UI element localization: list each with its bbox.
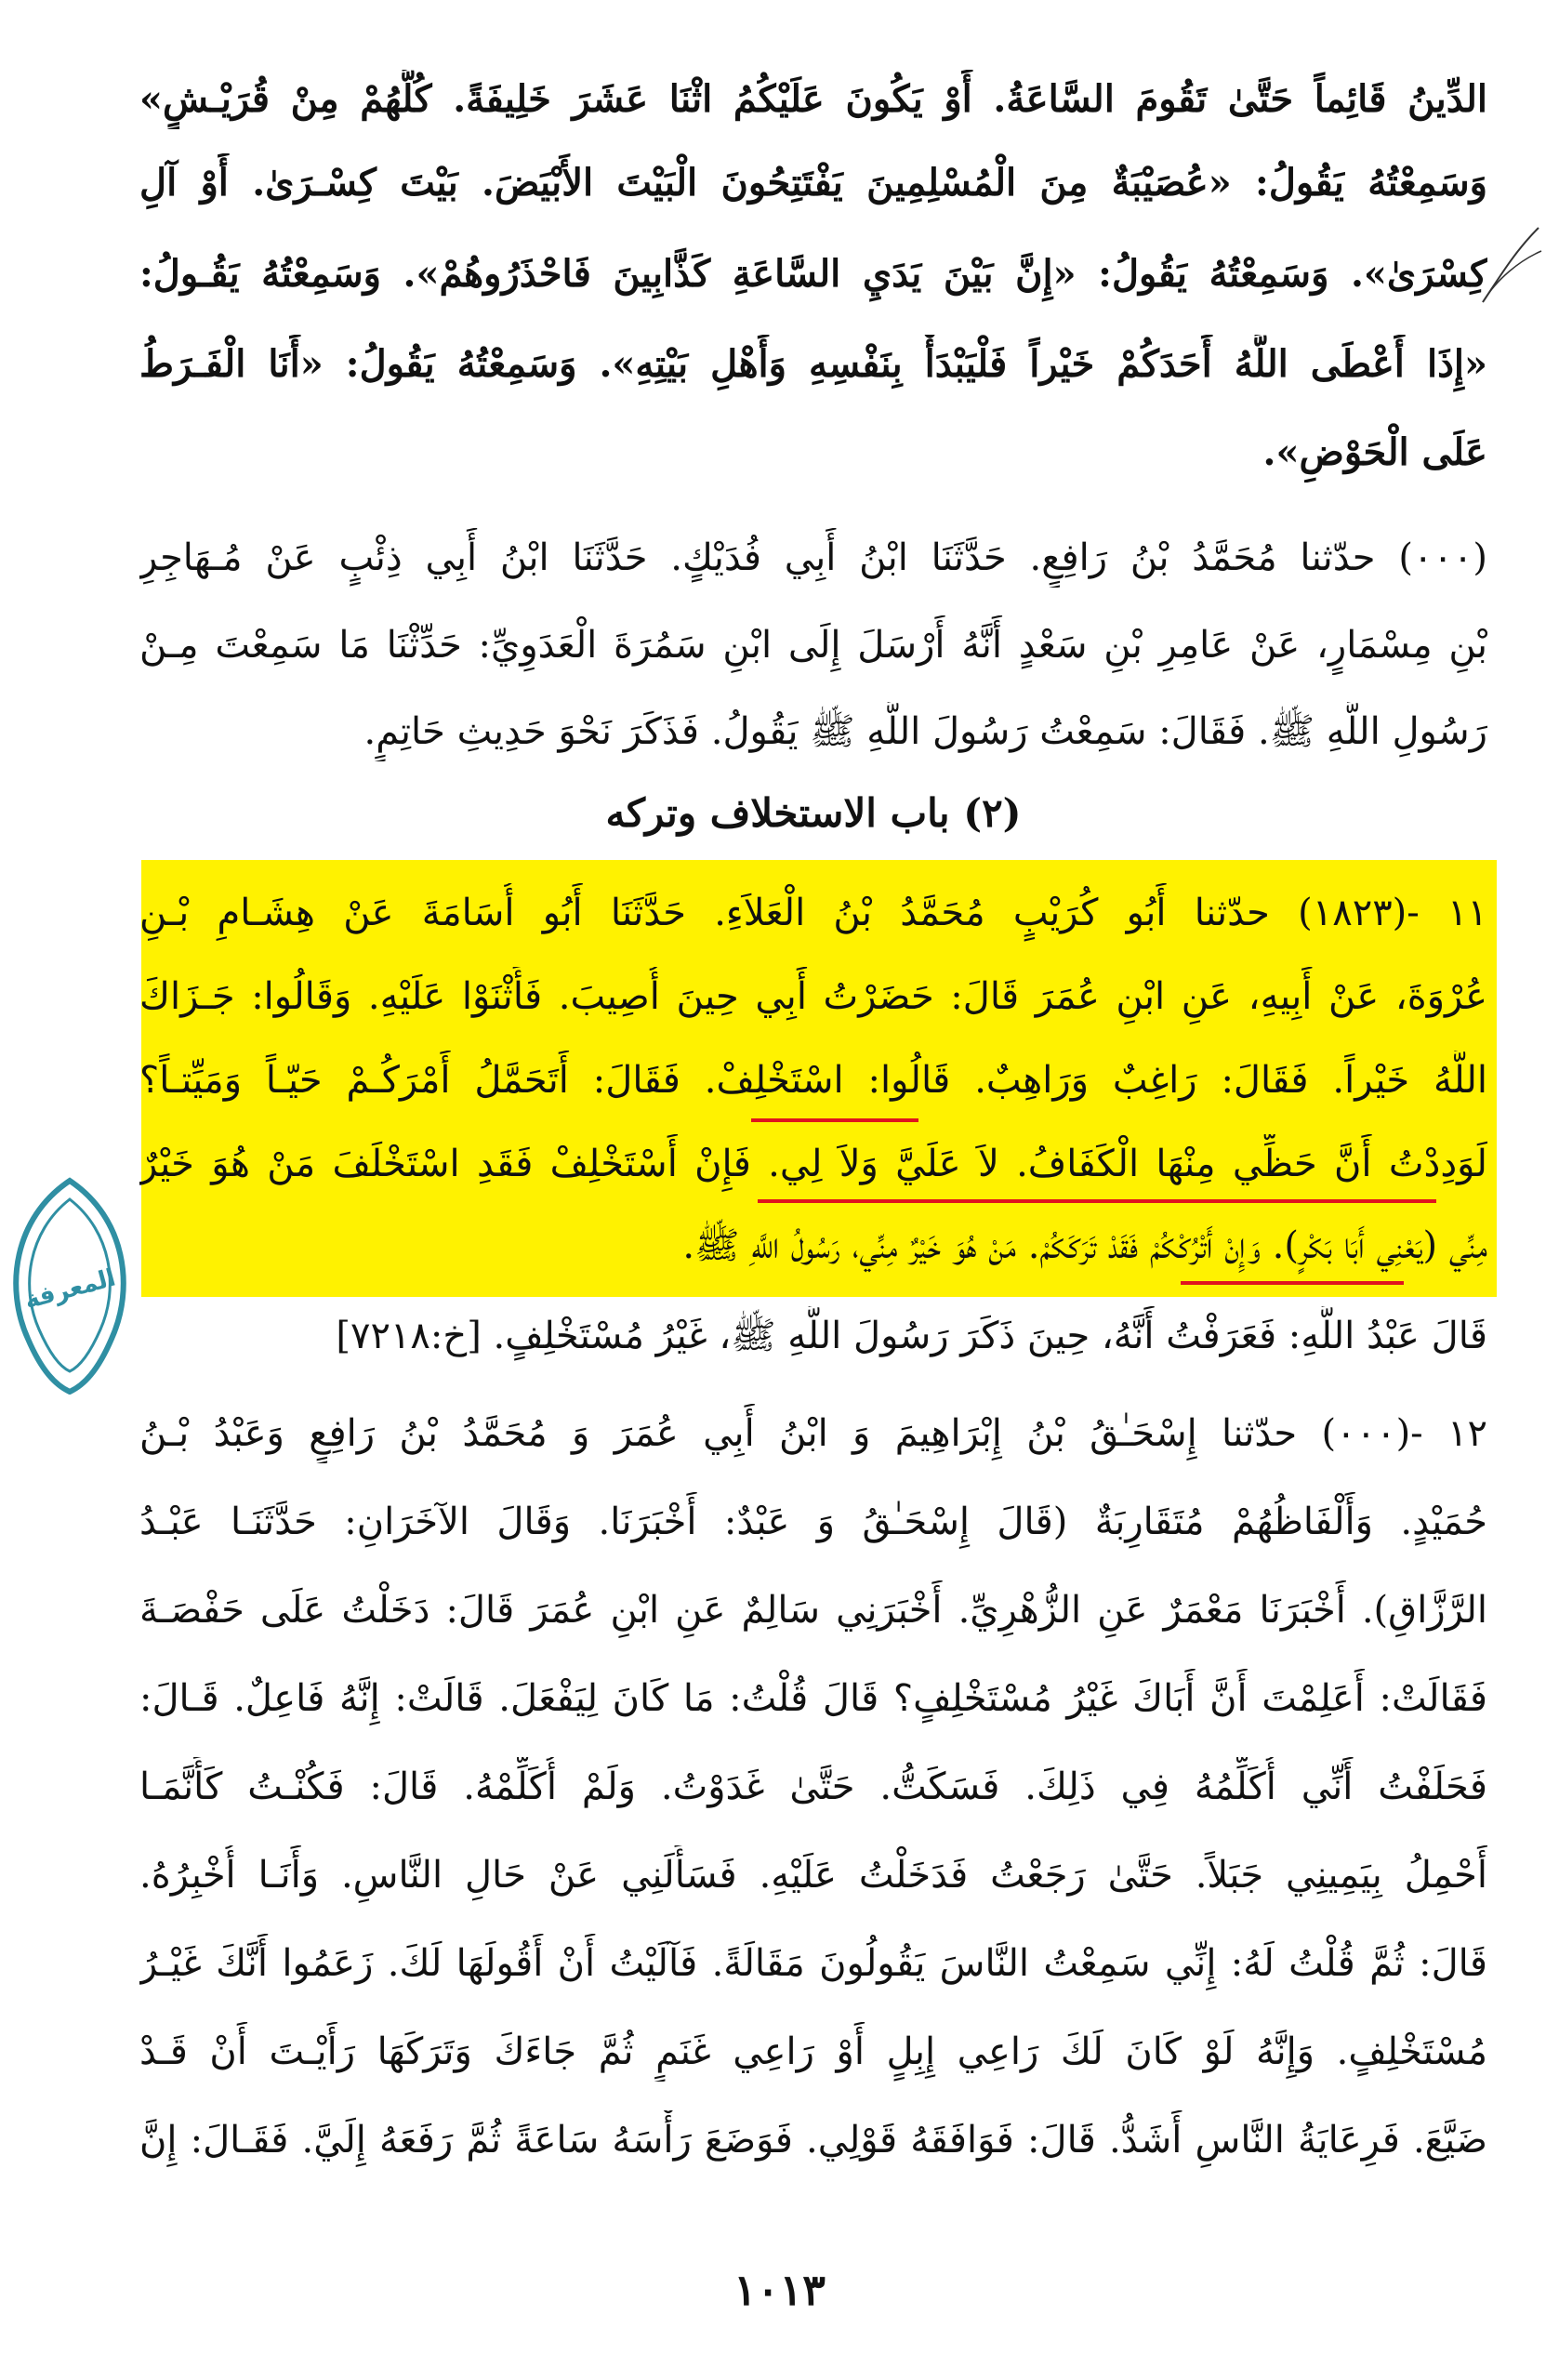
- red-underline: [1181, 1281, 1404, 1285]
- text-line: كِسْرَىٰ». وَسَمِعْتُهُ يَقُولُ: «إِنَّ بَيْنَ يَدَيِ السَّاعَةِ كَذَّابِينَ فَاحْذَرُوهُمْ». وَسَمِعْتُهُ يَقُـولُ:: [139, 252, 1487, 296]
- text-line: عَلَى الْحَوْضِ».: [1262, 430, 1487, 474]
- text-line: فَقَالَتْ: أَعَلِمْتَ أَنَّ أَبَاكَ غَيْرُ مُسْتَخْلِفٍ؟ قَالَ قُلْتُ: مَا كَانَ لِيَفْعَلَ. قَالَتْ: إِنَّهُ فَاعِلٌ. قَـالَ:: [139, 1677, 1487, 1720]
- text-line: أَحْمِلُ بِيَمِينِي جَبَلاً. حَتَّىٰ رَجَعْتُ فَدَخَلْتُ عَلَيْهِ. فَسَأَلَنِي عَنْ حَالِ النَّاسِ. وَأَنَـا أُخْبِرُهُ.: [139, 1854, 1487, 1897]
- text-line: رَسُولِ اللَّهِ ﷺ. فَقَالَ: سَمِعْتُ رَسُولَ اللَّهِ ﷺ يَقُولُ. فَذَكَرَ نَحْوَ حَدِيثِ حَاتِمٍ.: [363, 710, 1487, 753]
- text-line: حُمَيْدٍ. وَأَلْفَاظُهُمْ مُتَقَارِبَةٌ (قَالَ إِسْحَـٰقُ وَ عَبْدٌ: أَخْبَرَنَا. وَقَالَ الآخَرَانِ: حَدَّثَنَـا عَبْـدُ: [139, 1501, 1487, 1543]
- text-line: مُسْتَخْلِفٍ. وَإِنَّهُ لَوْ كَانَ لَكَ رَاعِي إِبِلٍ أَوْ رَاعِي غَنَمٍ ثُمَّ جَاءَكَ وَتَرَكَهَا رَأَيْـتَ أَنْ قَـدْ: [139, 2030, 1487, 2073]
- hadith-line: لَوَدِدْتُ أَنَّ حَظِّي مِنْهَا الْكَفَافُ. لاَ عَلَيَّ وَلاَ لِي. فَإِنْ أَسْتَخْلِفْ فَقَدِ اسْتَخْلَفَ مَنْ هُوَ خَيْرٌ: [139, 1143, 1487, 1185]
- chapter-heading: (٢) باب الاستخلاف وتركه: [605, 790, 1022, 836]
- red-underline: [758, 1199, 1436, 1203]
- hadith-line: ١١ -(١٨٢٣) حدّثنا أَبُو كُرَيْبٍ مُحَمَّدُ بْنُ الْعَلاَءِ. حَدَّثَنَا أَبُو أُسَامَةَ عَنْ هِشَـامِ بْـنِ: [139, 892, 1487, 934]
- text-line: ضَيَّعَ. فَرِعَايَةُ النَّاسِ أَشَدُّ. قَالَ: فَوَافَقَهُ قَوْلِي. فَوَضَعَ رَأْسَهُ سَاعَةً ثُمَّ رَفَعَهُ إِلَيَّ. فَقَـالَ: إِنَّ: [139, 2119, 1487, 2162]
- text-line: بْنِ مِسْمَارٍ، عَنْ عَامِرِ بْنِ سَعْدٍ أَنَّهُ أَرْسَلَ إِلَى ابْنِ سَمُرَةَ الْعَدَوِيِّ: حَدِّثْنَا مَا سَمِعْتَ مِـنْ: [139, 624, 1487, 667]
- text-line: قَالَ عَبْدُ اللَّهِ: فَعَرَفْتُ أَنَّهُ، حِينَ ذَكَرَ رَسُولَ اللَّهِ ﷺ، غَيْرُ مُسْتَخْلِفٍ. [خ:٧٢١٨]: [336, 1315, 1487, 1357]
- text-line: ١٢ -(٠٠٠) حدّثنا إِسْحَـٰقُ بْنُ إِبْرَاهِيمَ وَ ابْنُ أَبِي عُمَرَ وَ مُحَمَّدُ بْنُ رَافِعٍ وَعَبْدُ بْـنُ: [139, 1412, 1487, 1455]
- hadith-line: اللَّهُ خَيْراً. فَقَالَ: رَاغِبٌ وَرَاهِبٌ. قَالُوا: اسْتَخْلِفْ. فَقَالَ: أَتَحَمَّلُ أَمْرَكُـمْ حَيّـاً وَمَيِّتـاً؟: [139, 1059, 1487, 1102]
- text-line: قَالَ: ثُمَّ قُلْتُ لَهُ: إِنِّي سَمِعْتُ النَّاسَ يَقُولُونَ مَقَالَةً. فَآلَيْتُ أَنْ أَقُولَهَا لَكَ. زَعَمُوا أَنَّكَ غَيْـرُ: [139, 1942, 1487, 1985]
- text-line: الرَّزَّاقِ). أَخْبَرَنَا مَعْمَرٌ عَنِ الزُّهْرِيِّ. أَخْبَرَنِي سَالِمٌ عَنِ ابْنِ عُمَرَ قَالَ: دَخَلْتُ عَلَى حَفْصَـةَ: [139, 1589, 1487, 1632]
- text-line: الدِّينُ قَائِماً حَتَّىٰ تَقُومَ السَّاعَةُ. أَوْ يَكُونَ عَلَيْكُمُ اثْنَا عَشَرَ خَلِيفَةً. كُلُّهُمْ مِنْ قُرَيْـشٍ»: [139, 77, 1487, 121]
- text-line: (٠٠٠) حدّثنا مُحَمَّدُ بْنُ رَافِعٍ. حَدَّثَنَا ابْنُ أَبِي فُدَيْكٍ. حَدَّثَنَا ابْنُ أَبِي ذِئْبٍ عَنْ مُـهَاجِرِ: [139, 536, 1487, 579]
- watermark-logo: [0, 1176, 139, 1395]
- text-line: «إِذَا أَعْطَى اللَّهُ أَحَدَكُمْ خَيْراً فَلْيَبْدَأْ بِنَفْسِهِ وَأَهْلِ بَيْتِهِ». وَسَمِعْتُهُ يَقُولُ: «أَنَا الْفَـرَطُ: [139, 342, 1487, 386]
- text-line: فَحَلَفْتُ أَنِّي أُكَلِّمُهُ فِي ذَلِكَ. فَسَكَتُّ. حَتَّىٰ غَدَوْتُ. وَلَمْ أُكَلِّمْهُ. قَالَ: فَكُنْـتُ كَأَنَّمَـا: [139, 1765, 1487, 1808]
- hadith-line: مِنِّي (يَعْنِي أَبَا بَكْرٍ). وَإِنْ أَتْرُكْكُمْ فَقَدْ تَرَكَكُمْ. مَنْ هُوَ خَيْرٌ مِنِّي، رَسُولُ اللَّهِ ﷺ.: [682, 1224, 1487, 1267]
- text-line: وَسَمِعْتُهُ يَقُولُ: «عُصَيْبَةٌ مِنَ الْمُسْلِمِينَ يَفْتَتِحُونَ الْبَيْتَ الأَبْيَضَ. بَيْتَ كِسْـرَىٰ. أَوْ آلِ: [139, 161, 1487, 205]
- hadith-line: عُرْوَةَ، عَنْ أَبِيهِ، عَنِ ابْنِ عُمَرَ قَالَ: حَضَرْتُ أَبِي حِينَ أُصِيبَ. فَأَثْنَوْا عَلَيْهِ. وَقَالُوا: جَـزَاكَ: [139, 975, 1487, 1018]
- margin-pen-mark-icon: [1478, 223, 1543, 307]
- red-underline: [751, 1118, 918, 1122]
- logo-text: المعرفة: [21, 1263, 119, 1316]
- page-number: ١٠١٣: [733, 2265, 826, 2315]
